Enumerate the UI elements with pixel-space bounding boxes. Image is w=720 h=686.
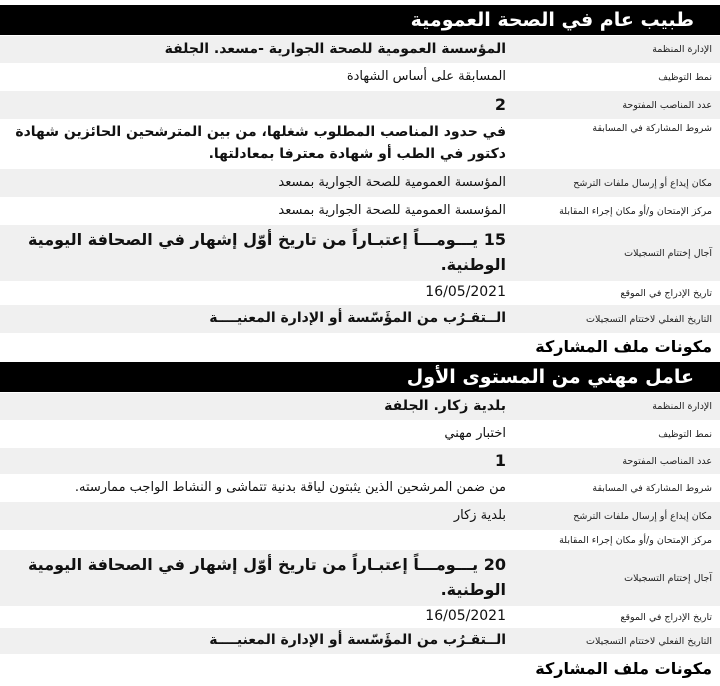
- field-label: الإدارة المنظمة: [652, 44, 712, 55]
- row-registration-deadline: [0, 225, 720, 281]
- job-title-header: طبيب عام في الصحة العمومية: [0, 5, 720, 35]
- field-value: المسابقة على أساس الشهادة: [346, 68, 506, 84]
- field-value: المؤسسة العمومية للصحة الجوارية بمسعد: [278, 174, 506, 190]
- field-value: اختبار مهني: [444, 425, 506, 441]
- field-label: شروط المشاركة في المسابقة: [592, 123, 712, 134]
- row-recruitment-type: [0, 420, 720, 448]
- field-label: مركز الإمتحان و/أو مكان إجراء المقابلة: [559, 534, 712, 546]
- row-actual-closing-date: [0, 628, 720, 654]
- field-value-text: في حدود المناصب المطلوب شغلها، من بين المترشحين الحائزين شهادة دكتور في الطب أو شهادة معترفا بمعادلتها.: [15, 124, 506, 162]
- field-label: مكان إيداع أو إرسال ملفات الترشح: [573, 177, 712, 189]
- field-value: [6, 225, 506, 281]
- field-label: آجال إختتام التسجيلات: [624, 572, 712, 584]
- row-organizing-administration: [0, 393, 720, 420]
- field-value: [6, 530, 506, 550]
- field-value-text: 20 يـــومـــاً إعتبـاراً من تاريخ أوّل إشهار في الصحافة اليومية الوطنية.: [27, 555, 506, 599]
- field-value: 16/05/2021: [425, 608, 506, 625]
- row-registration-deadline: [0, 550, 720, 606]
- row-organizing-administration: [0, 36, 720, 63]
- field-value: الــتقـرُب من المؤَسّسة أو الإدارة المعنيــــة: [209, 310, 506, 327]
- field-label: التاريخ الفعلي لاختتام التسجيلات: [586, 635, 712, 647]
- section-heading-application-file: مكونات ملف المشاركة: [535, 659, 712, 678]
- field-value: 1: [494, 450, 506, 470]
- field-value-text: 15 يـــومـــاً إعتبـاراً من تاريخ أوّل إشهار في الصحافة اليومية الوطنية.: [27, 230, 506, 274]
- row-posting-date: [0, 281, 720, 305]
- field-label: مكان إيداع أو إرسال ملفات الترشح: [573, 510, 712, 522]
- field-label: شروط المشاركة في المسابقة: [592, 482, 712, 494]
- row-participation-conditions: [0, 119, 720, 169]
- field-value: الــتقـرُب من المؤَسّسة أو الإدارة المعنيــــة: [209, 632, 506, 649]
- field-label: مركز الإمتحان و/أو مكان إجراء المقابلة: [559, 205, 712, 217]
- row-file-submission-place: [0, 502, 720, 530]
- field-value: بلدية زكار. الجلفة: [384, 397, 506, 414]
- field-label: عدد المناصب المفتوحة: [622, 455, 712, 467]
- field-value: 2: [494, 94, 506, 114]
- row-recruitment-type: [0, 63, 720, 91]
- field-value: من ضمن المرشحين الذين يثبتون لياقة بدنية تتماشى و النشاط الواجب ممارسته.: [74, 479, 506, 495]
- field-label: الإدارة المنظمة: [652, 401, 712, 412]
- field-label: عدد المناصب المفتوحة: [622, 99, 712, 111]
- section-heading-application-file: مكونات ملف المشاركة: [535, 337, 712, 356]
- field-value: 16/05/2021: [425, 284, 506, 301]
- field-value: المؤسسة العمومية للصحة الجوارية -مسعد. الجلفة: [164, 40, 506, 57]
- field-label: آجال إختتام التسجيلات: [624, 247, 712, 259]
- row-participation-conditions: [0, 474, 720, 502]
- row-open-positions: [0, 91, 720, 119]
- field-label: نمط التوظيف: [658, 71, 712, 83]
- row-posting-date: [0, 606, 720, 628]
- field-label: تاريخ الإدراج في الموقع: [620, 287, 712, 299]
- field-value: المؤسسة العمومية للصحة الجوارية بمسعد: [278, 202, 506, 218]
- row-exam-center: [0, 197, 720, 225]
- job-title-header: عامل مهني من المستوى الأول: [0, 362, 720, 392]
- field-label: التاريخ الفعلي لاختتام التسجيلات: [586, 313, 712, 325]
- field-label: نمط التوظيف: [658, 428, 712, 440]
- field-label: تاريخ الإدراج في الموقع: [620, 611, 712, 623]
- field-value: [6, 550, 506, 606]
- row-actual-closing-date: [0, 305, 720, 333]
- row-exam-center: [0, 530, 720, 550]
- field-value: بلدية زكار: [453, 507, 506, 523]
- row-open-positions: [0, 448, 720, 474]
- field-value: [6, 119, 506, 169]
- row-file-submission-place: [0, 169, 720, 197]
